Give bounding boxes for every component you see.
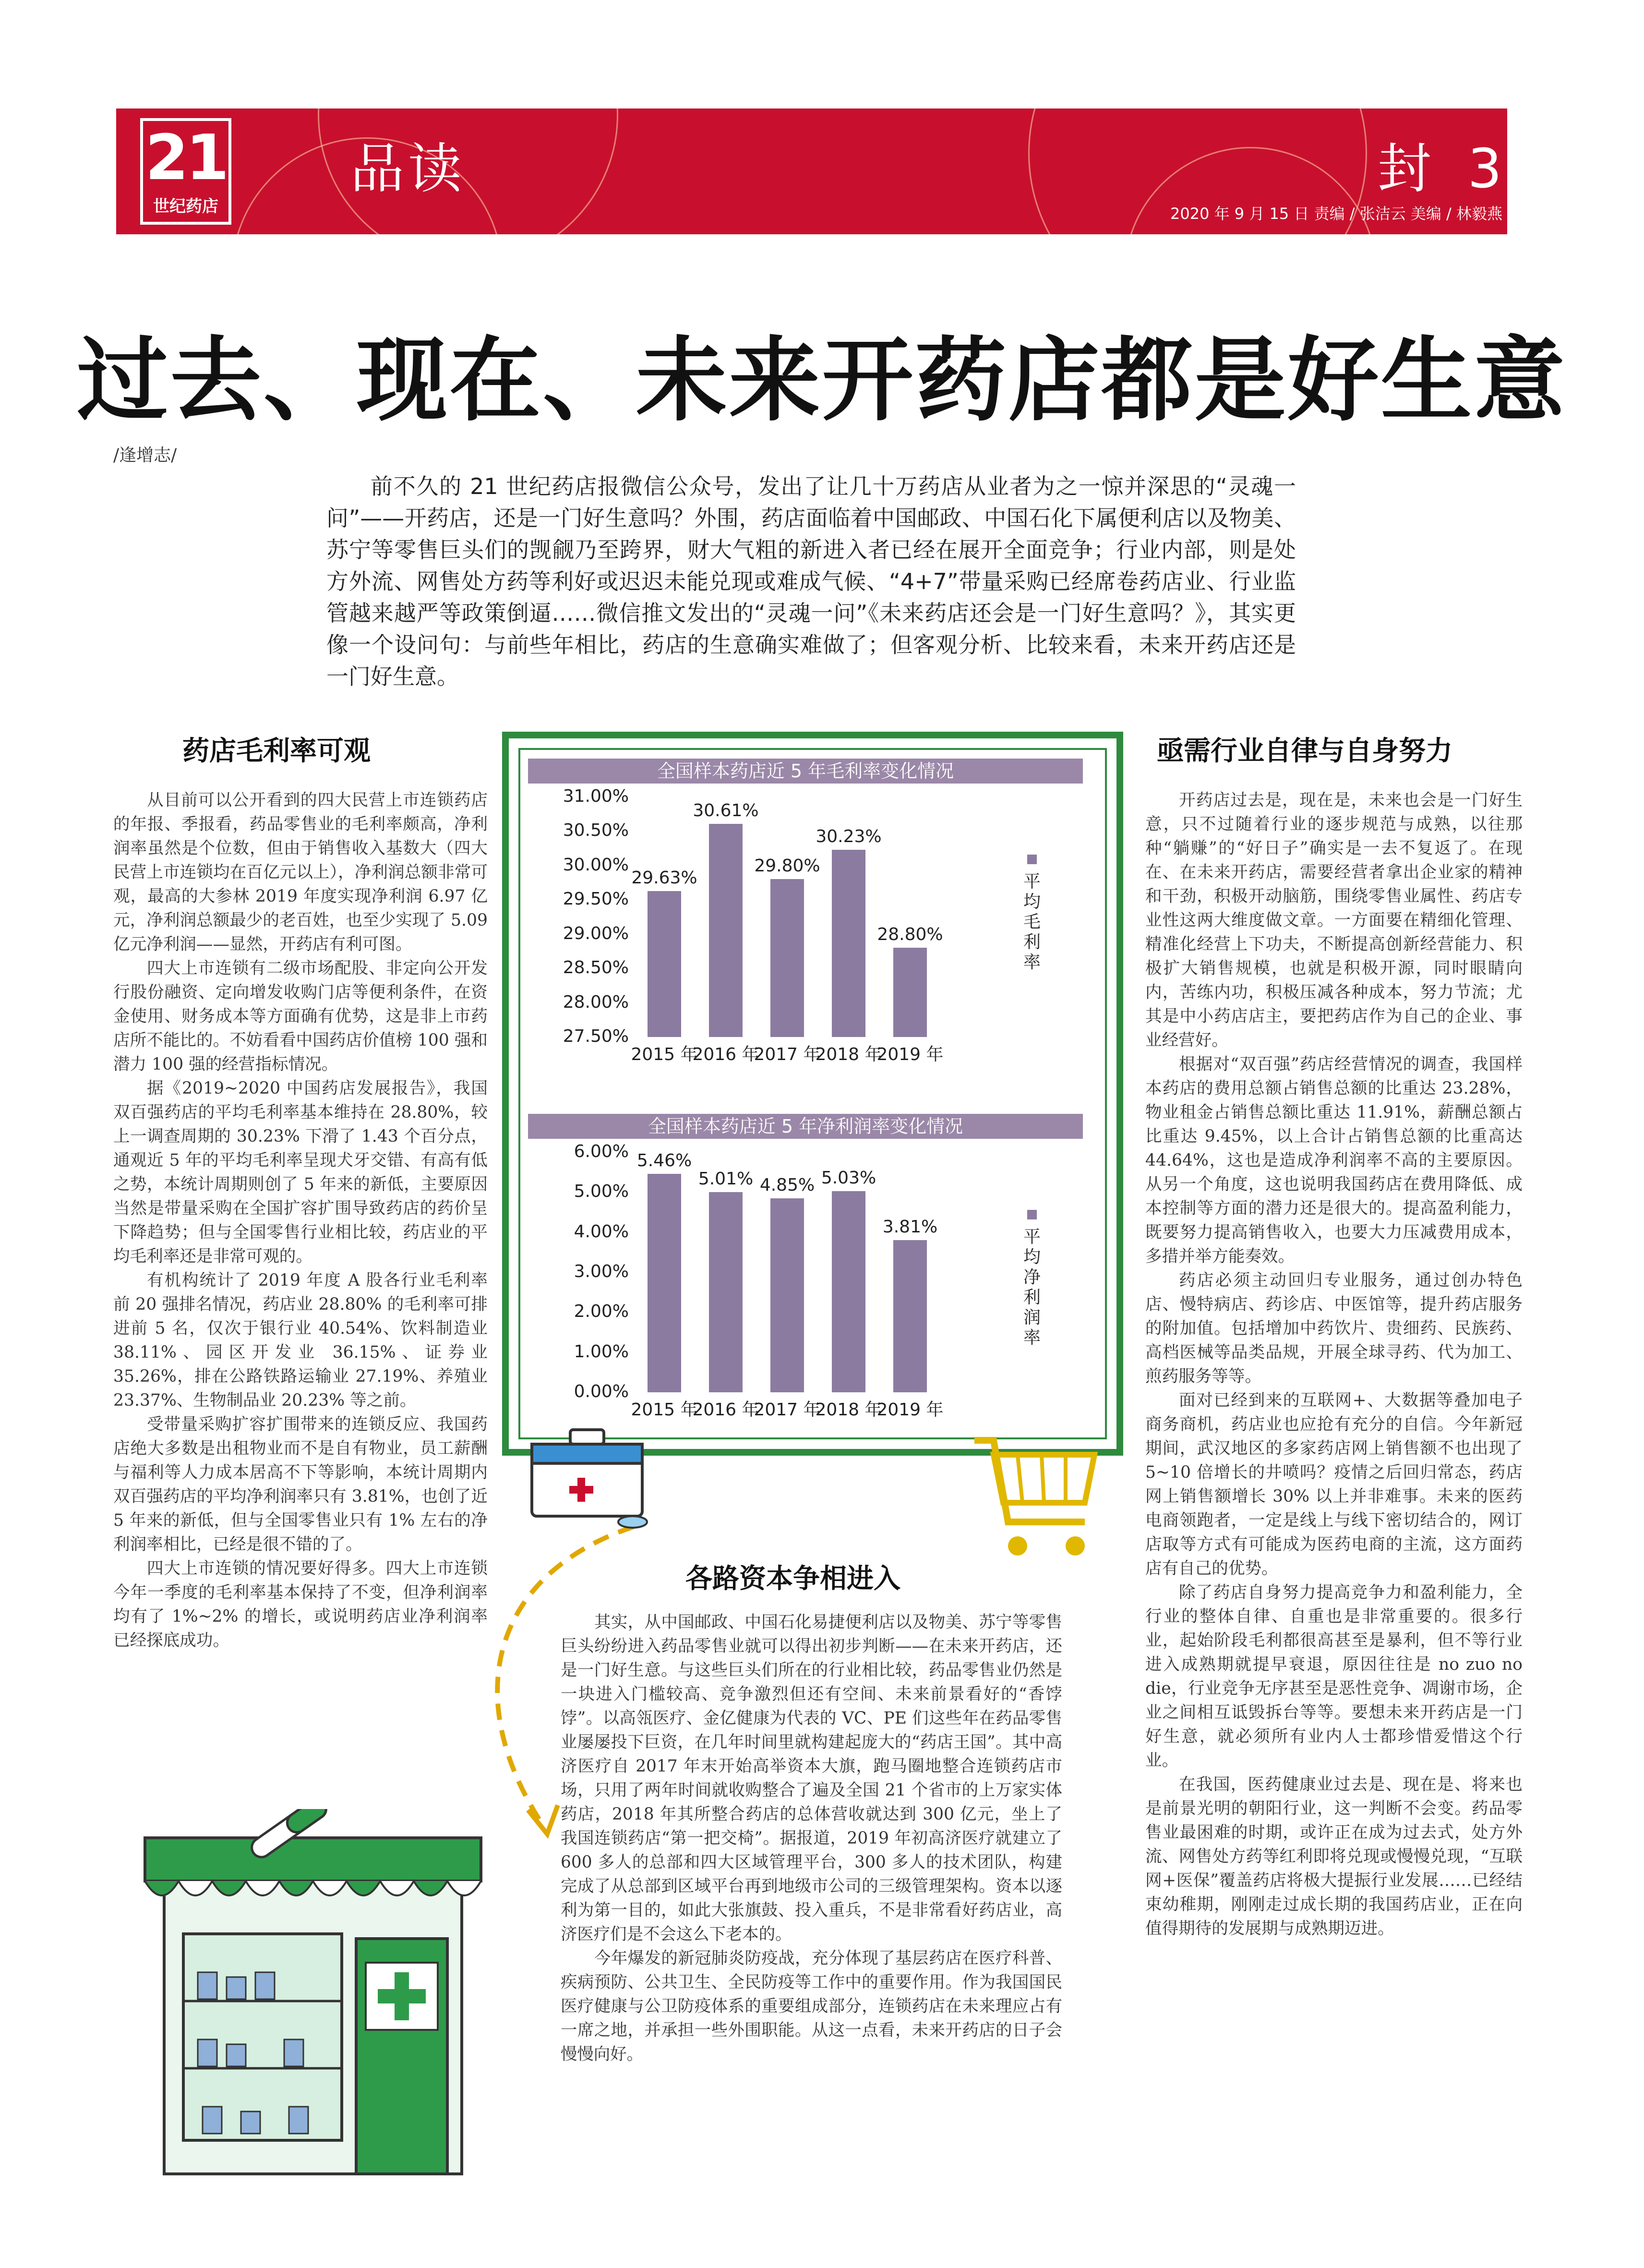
legend-label: 平均净利润率: [1023, 1227, 1041, 1348]
body-paragraph: 开药店过去是，现在是，未来也会是一门好生意，只不过随着行业的逐步规范与成熟，以往那种“躺赚”的“好日子”确实是一去不复返了。在现在、在未来开药店，需要经营者拿出企业家的精神和干劲，积极开动脑筋，围绕零售业属性、药店专业性这两大维度做文章。一方面要在精细化管理、精准化经营上下功夫，不断提高创新经营能力、积极扩大销售规模，也就是积极开源，同时眼睛向内，苦练内功，积极压减各种成本，努力节流；尤其是中小药店店主，要把药店作为自己的企业、事业经营好。: [1145, 791, 1523, 1050]
data-label: 3.81%: [882, 1217, 938, 1237]
x-tick-label: 2015 年: [631, 1400, 698, 1420]
chart-bar: [709, 824, 743, 1037]
body-paragraph: 药店必须主动回归专业服务，通过创办特色店、慢特病店、药诊店、中医馆等，提升药店服务的附加值。包括增加中药饮片、贵细药、民族药、高档医械等品类品规，开展全球寻药、代为加工、煎药服务等等。: [1145, 1271, 1523, 1386]
body-paragraph: 面对已经到来的互联网+、大数据等叠加电子商务商机，药店业也应抢有充分的自信。今年新冠期间，武汉地区的多家药店网上销售额不也出现了 5~10 倍增长的井喷吗？疫情之后回归常态，药店网上销售额增长 30% 以上并非难事。未来的医药电商领跑者，一定是线上与线下密切结合的，网订店取等方式有可能成为医药电商的主流，这方面药店有自己的优势。: [1145, 1391, 1523, 1578]
x-tick-label: 2018 年: [815, 1400, 882, 1420]
data-label: 5.46%: [636, 1151, 692, 1170]
chart-bar: [770, 1198, 804, 1392]
x-tick-label: 2019 年: [876, 1045, 944, 1064]
legend-label: 平均毛利率: [1023, 872, 1041, 972]
x-tick-label: 2016 年: [692, 1400, 759, 1420]
chart-bar: [832, 1191, 865, 1392]
section-heading-margin: 药店毛利率可观: [182, 736, 371, 767]
newspaper-logo: [140, 118, 231, 225]
body-paragraph: 除了药店自身努力提高竞争力和盈利能力，全行业的整体自律、自重也是非常重要的。很多行业，起始阶段毛利都很高甚至是暴利，但不等行业进入成熟期就提早衰退，原因往往是 no zuo no die，行业竞争无序甚至是恶性竞争、凋谢市场，企业之间相互诋毁拆台等等。要想未来开药店是一门好生意，就必须所有业内人士都珍惜爱惜这个行业。: [1145, 1583, 1523, 1770]
chart-bar: [770, 879, 804, 1037]
y-tick-label: 0.00%: [574, 1382, 629, 1401]
body-paragraph: 其实，从中国邮政、中国石化易捷便利店以及物美、苏宁等零售巨头纷纷进入药品零售业就可以得出初步判断——在未来开药店，还是一门好生意。与这些巨头们所在的行业相比较，药品零售业仍然是一块进入门槛较高、竞争激烈但还有空间、未来前景看好的“香饽饽”。以高瓴医疗、金亿健康为代表的 VC、PE 们这些年在药品零售业屡屡投下巨资，在几年时间里就构建起庞大的“药店王国”。其中高济医疗自 2017 年末开始高举资本大旗，跑马圈地整合连锁药店市场，只用了两年时间就收购整合了遍及全国 21 个省市的上万家实体药店，2018 年其所整合药店的总体营收就达到 300 亿元，坐上了我国连锁药店“第一把交椅”。据报道，2019 年初高济医疗就建立了 600 多人的总部和四大区域管理平台，300 多人的技术团队，构建完成了从总部到区域平台再到地级市公司的三级管理架构。资本以逐利为第一目的，如此大张旗鼓、投入重兵，不是非常看好药店业，高济医疗们是不会这么下老本的。: [561, 1613, 1062, 1944]
dashed-arrow-illustration: [432, 1517, 672, 1844]
gross-margin-chart: [528, 759, 1099, 1075]
page-number: 封 3: [1378, 138, 1512, 200]
y-tick-label: 28.00%: [563, 992, 629, 1012]
legend-swatch: [1027, 1210, 1037, 1219]
x-tick-label: 2018 年: [815, 1045, 882, 1064]
data-label: 5.01%: [698, 1169, 754, 1189]
logo-number: 21: [145, 121, 227, 194]
x-tick-label: 2019 年: [876, 1400, 944, 1420]
chart-title: 全国样本药店近 5 年净利润率变化情况: [528, 1114, 1083, 1139]
medicine-kit-icon: [517, 1415, 661, 1531]
body-paragraph: 今年爆发的新冠肺炎防疫战，充分体现了基层药店在医疗科普、疾病预防、公共卫生、全民防疫等工作中的重要作用。作为我国国民医疗健康与公卫防疫体系的重要组成部分，连锁药店在未来理应占有一席之地，并承担一些外围职能。从这一点看，未来开药店的日子会慢慢向好。: [561, 1949, 1062, 2064]
y-tick-label: 2.00%: [574, 1302, 629, 1322]
y-tick-label: 3.00%: [574, 1262, 629, 1281]
body-paragraph: 根据对“双百强”药店经营情况的调查，我国样本药店的费用总额占销售总额的比重达 23.28%，物业租金占销售总额比重达 11.91%，薪酬总额占比重达 9.45%，以上合计占销售总额的比重高达 44.64%，这也是造成净利润率不高的主要原因。从另一个角度，这也说明我国药店在费用降低、成本控制等方面的潜力还是很大的。提高盈利能力，既要努力提高销售收入，也要大力压减费用成本，多措并举方能奏效。: [1145, 1055, 1523, 1266]
net-margin-chart: [528, 1114, 1099, 1431]
article-title: 过去、现在、未来开药店都是好生意: [77, 326, 1567, 434]
y-tick-label: 4.00%: [574, 1221, 629, 1242]
body-paragraph: 在我国，医药健康业过去是、现在是、将来也是前景光明的朝阳行业，这一判断不会变。药品零售业最困难的时期，或许正在成为过去式，处方外流、网售处方药等红利即将兑现或慢慢兑现，“互联网+医保”覆盖药店将极大提振行业发展……已经结束幼稚期，刚刚走过成长期的我国药店业，正在向值得期待的发展期与成熟期迈进。: [1145, 1775, 1523, 1938]
y-tick-label: 28.50%: [563, 958, 629, 978]
y-tick-label: 31.00%: [563, 786, 629, 806]
x-tick-label: 2017 年: [754, 1045, 821, 1064]
logo-text: 世纪药店: [153, 197, 218, 216]
section-heading-capital: 各路资本争相进入: [685, 1563, 900, 1594]
data-label: 4.85%: [759, 1175, 815, 1195]
y-tick-label: 5.00%: [574, 1182, 629, 1202]
shopping-cart-icon: [965, 1431, 1104, 1565]
y-tick-label: 29.00%: [563, 923, 629, 943]
dateline: 2020 年 9 月 15 日 责编 / 张洁云 美编 / 林毅燕: [1170, 205, 1502, 223]
data-label: 29.63%: [631, 868, 697, 888]
y-tick-label: 30.00%: [563, 855, 629, 875]
body-paragraph: 受带量采购扩容扩围带来的连锁反应、我国药店绝大多数是出租物业而不是自有物业，员工薪酬与福利等人力成本居高不下等影响，本统计周期内双百强药店的平均净利润率只有 3.81%，也创了近 5 年来的新低，但与全国零售业只有 1% 左右的净利润率相比，已经是很不错的了。: [113, 1415, 488, 1554]
legend-swatch: [1027, 855, 1037, 864]
section-title: 品读: [350, 138, 466, 200]
author-byline: /逢增志/: [113, 446, 177, 465]
y-tick-label: 30.50%: [563, 820, 629, 841]
chart-bar: [648, 1174, 681, 1392]
chart-bar: [648, 891, 681, 1037]
chart-bar: [709, 1192, 743, 1393]
body-paragraph: 四大上市连锁有二级市场配股、非定向公开发行股份融资、定向增发收购门店等便利条件，在资金使用、财务成本等方面确有优势，这是非上市药店所不能比的。不妨看看中国药店价值榜 100 强和潜力 100 强的经营指标情况。: [113, 959, 488, 1074]
chart-bar: [893, 948, 927, 1037]
chart-bar: [893, 1240, 927, 1393]
y-tick-label: 6.00%: [574, 1142, 629, 1161]
body-paragraph: 据《2019~2020 中国药店发展报告》，我国双百强药店的平均毛利率基本维持在 28.80%，较上一调查周期的 30.23% 下滑了 1.43 个百分点，通观近 5 年的平均毛利率呈现犬牙交错、有高有低之势，本统计周期则创了 5 年来的新低，主要原因当然是带量采购在全国扩容扩围导致药店的药价呈下降趋势；但与全国零售行业相比较，药店业的平均毛利率还是非常可观的。: [113, 1079, 488, 1266]
chart-title: 全国样本药店近 5 年毛利率变化情况: [528, 759, 1083, 784]
pharmacy-storefront-illustration: [131, 1809, 500, 2184]
y-tick-label: 27.50%: [563, 1026, 629, 1046]
data-label: 5.03%: [821, 1168, 876, 1188]
y-tick-label: 29.50%: [563, 889, 629, 909]
data-label: 28.80%: [877, 925, 943, 945]
x-tick-label: 2017 年: [754, 1400, 821, 1420]
x-tick-label: 2015 年: [631, 1045, 698, 1064]
data-label: 30.61%: [693, 800, 759, 820]
chart-bar: [832, 850, 865, 1037]
data-label: 30.23%: [816, 827, 882, 846]
x-tick-label: 2016 年: [692, 1045, 759, 1064]
data-label: 29.80%: [754, 856, 820, 876]
section-heading-selfdiscipline: 亟需行业自律与自身努力: [1157, 736, 1452, 767]
body-paragraph: 有机构统计了 2019 年度 A 股各行业毛利率前 20 强排名情况，药店业 28.80% 的毛利率可排进前 5 名，仅次于银行业 40.54%、饮料制造业 38.11%、园区开发业 36.15%、证券业 35.26%，排在公路铁路运输业 27.19%、养殖业 23.37%、生物制品业 20.23% 等之前。: [113, 1271, 488, 1410]
body-paragraph: 从目前可以公开看到的四大民营上市连锁药店的年报、季报看，药品零售业的毛利率颇高，净利润率虽然是个位数，但由于销售收入基数大（四大民营上市连锁均在百亿元以上），净利润总额非常可观，最高的大参林 2019 年度实现净利润 6.97 亿元，净利润总额最少的老百姓，也至少实现了 5.09 亿元净利润——显然，开药店有利可图。: [113, 791, 488, 954]
body-paragraph: 四大上市连锁的情况要好得多。四大上市连锁今年一季度的毛利率基本保持了不变，但净利润率均有了 1%~2% 的增长，或说明药店业净利润率已经探底成功。: [113, 1559, 488, 1650]
lead-paragraph: 前不久的 21 世纪药店报微信公众号，发出了让几十万药店从业者为之一惊并深思的“灵魂一问”——开药店，还是一门好生意吗？外围，药店面临着中国邮政、中国石化下属便利店以及物美、苏宁等零售巨头们的觊觎乃至跨界，财大气粗的新进入者已经在展开全面竞争；行业内部，则是处方外流、网售处方药等利好或迟迟未能兑现或难成气候、“4+7”带量采购已经席卷药店业、行业监管越来越严等政策倒逼……微信推文发出的“灵魂一问”《未来药店还会是一门好生意吗？》，其实更像一个设问句：与前些年相比，药店的生意确实难做了；但客观分析、比较来看，未来开药店还是一门好生意。: [326, 473, 1296, 689]
column-right: [1145, 788, 1523, 1941]
column-left: [113, 788, 488, 1653]
y-tick-label: 1.00%: [574, 1341, 629, 1362]
